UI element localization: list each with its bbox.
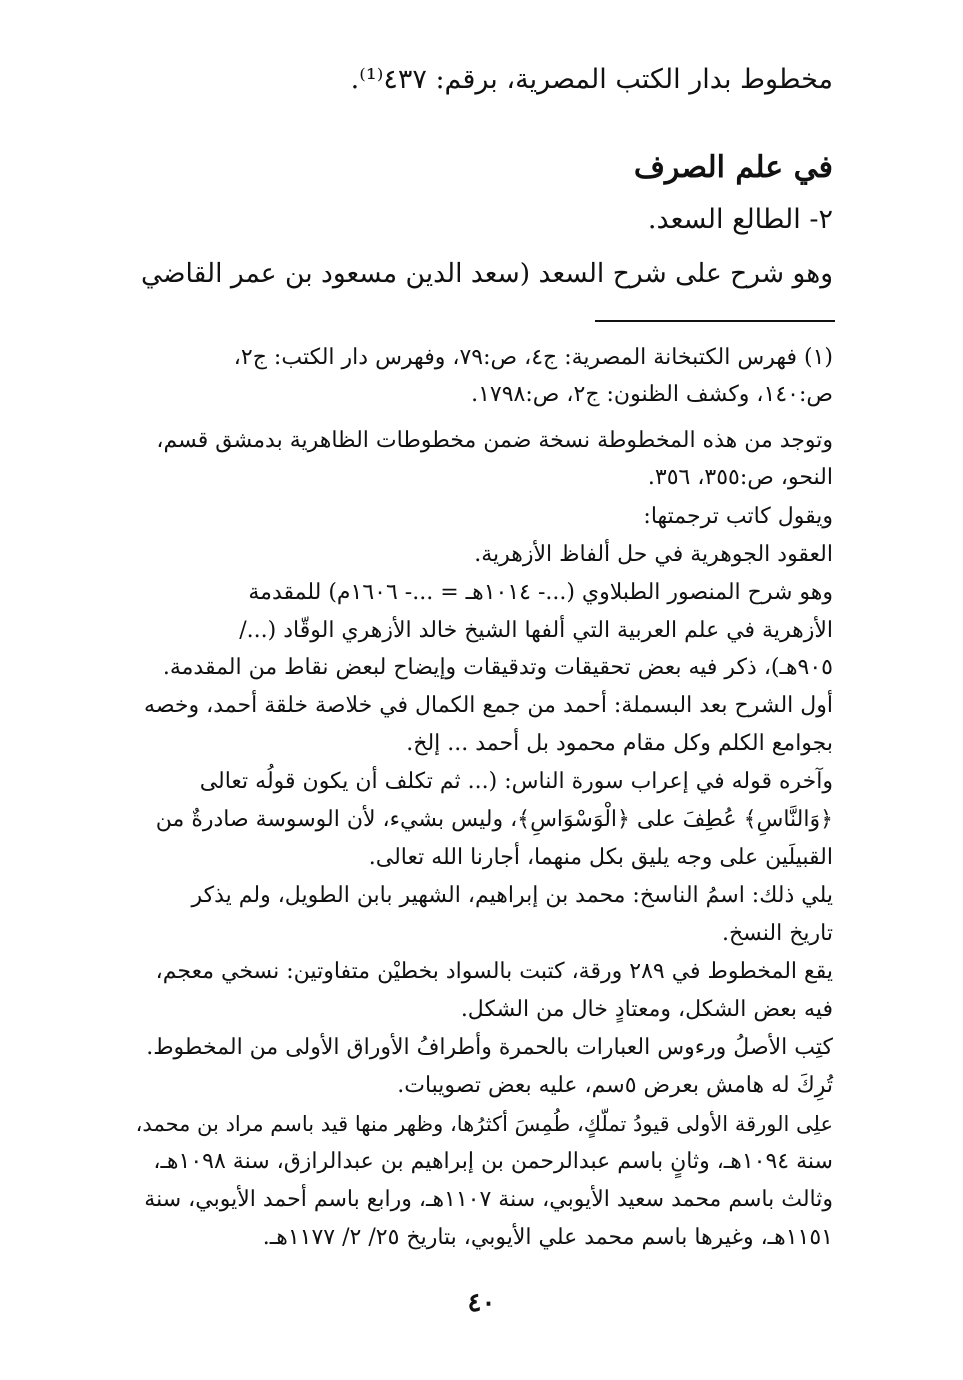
footnote-line: وآخره قوله في إعراب سورة الناس: (... ثم تكلف أن يكون قولُه تعالى: [199, 769, 833, 794]
footnote-line: ﴿وَالنَّاسِ﴾ عُطِفَ على ﴿الْوَسْوَاسِ﴾، وليس بشيء، لأن الوسوسة صادرةٌ من: [155, 807, 833, 832]
footnote-line: تاريخ النسخ.: [721, 921, 833, 946]
item-description: وهو شرح على شرح السعد (سعد الدين مسعود بن عمر القاضي: [140, 258, 833, 289]
footnote-line: أول الشرح بعد البسملة: أحمد من جمع الكمال في خلاصة خلقة أحمد، وخصه: [144, 693, 833, 718]
page-number: ٤٠: [467, 1288, 496, 1318]
footnote-line: ١١٥١هـ، وغيرها باسم محمد علي الأيوبي، بتاريخ ٢٥/ ٢/ ١١٧٧هـ.: [262, 1225, 833, 1250]
manuscript-location-line: مخطوط بدار الكتب المصرية، برقم: ٤٣٧⁽¹⁾.: [350, 64, 833, 95]
footnote-line: القبيلَين على وجه يليق بكل منهما، أجارنا الله تعالى.: [368, 845, 833, 870]
footnote-line: علِى الورقة الأولى قيودُ تملّكٍ، طُمِسَ أكثرُها، وظهر منها قيد باسم مراد بن محمد،: [135, 1112, 833, 1136]
footnote-line: يقع المخطوط في ٢٨٩ ورقة، كتبت بالسواد بخطيْن متفاوتين: نسخي معجم،: [155, 959, 833, 984]
footnote-line: فيه بعض الشكل، ومعتادٍ خال من الشكل.: [460, 997, 833, 1022]
footnote-line: (١) فهرس الكتبخانة المصرية: ج٤، ص:٧٩، وفهرس دار الكتب: ج٢،: [233, 345, 833, 370]
footnote-line: ص:١٤٠، وكشف الظنون: ج٢، ص:١٧٩٨.: [471, 382, 833, 407]
footnote-line: الأزهرية في علم العربية التي ألفها الشيخ خالد الأزهري الوقّاد (.../: [239, 618, 833, 643]
footnote-line: سنة ١٠٩٤هـ، وثانٍ باسم عبدالرحمن بن إبراهيم بن عبدالرازق، سنة ١٠٩٨هـ،: [153, 1149, 833, 1174]
footnote-separator: [595, 320, 835, 322]
footnote-line: ويقول كاتب ترجمتها:: [643, 504, 833, 529]
footnote-line: كتِب الأصلُ ورءوس العبارات بالحمرة وأطرافُ الأوراق الأولى من المخطوط.: [146, 1035, 833, 1060]
footnote-line: تُرِكَ له هامش بعرض ٥سم، عليه بعض تصويبات.: [397, 1073, 833, 1098]
footnote-line: العقود الجوهرية في حل ألفاظ الأزهرية.: [474, 542, 833, 567]
footnote-line: النحو، ص:٣٥٥، ٣٥٦.: [647, 465, 833, 490]
footnote-line: يلي ذلك: اسمُ الناسخ: محمد بن إبراهيم، الشهير بابن الطويل، ولم يذكر: [191, 883, 833, 908]
footnote-line: وهو شرح المنصور الطبلاوي (...- ١٠١٤هـ = ...- ١٦٠٦م) للمقدمة: [248, 580, 833, 605]
footnote-line: بجوامع الكلم وكل مقام محمود بل أحمد ... إلخ.: [406, 731, 833, 756]
item-title: ٢- الطالع السعد.: [647, 204, 833, 235]
section-heading: في علم الصرف: [633, 150, 833, 185]
footnote-line: ٩٠٥هـ)، ذكر فيه بعض تحقيقات وتدقيقات وإيضاح لبعض نقاط من المقدمة.: [162, 655, 833, 680]
footnote-line: وثالث باسم محمد سعيد الأيوبي، سنة ١١٠٧هـ، ورابع باسم أحمد الأيوبي، سنة: [144, 1187, 833, 1212]
footnote-line: وتوجد من هذه المخطوطة نسخة ضمن مخطوطات الظاهرية بدمشق قسم،: [156, 428, 833, 453]
